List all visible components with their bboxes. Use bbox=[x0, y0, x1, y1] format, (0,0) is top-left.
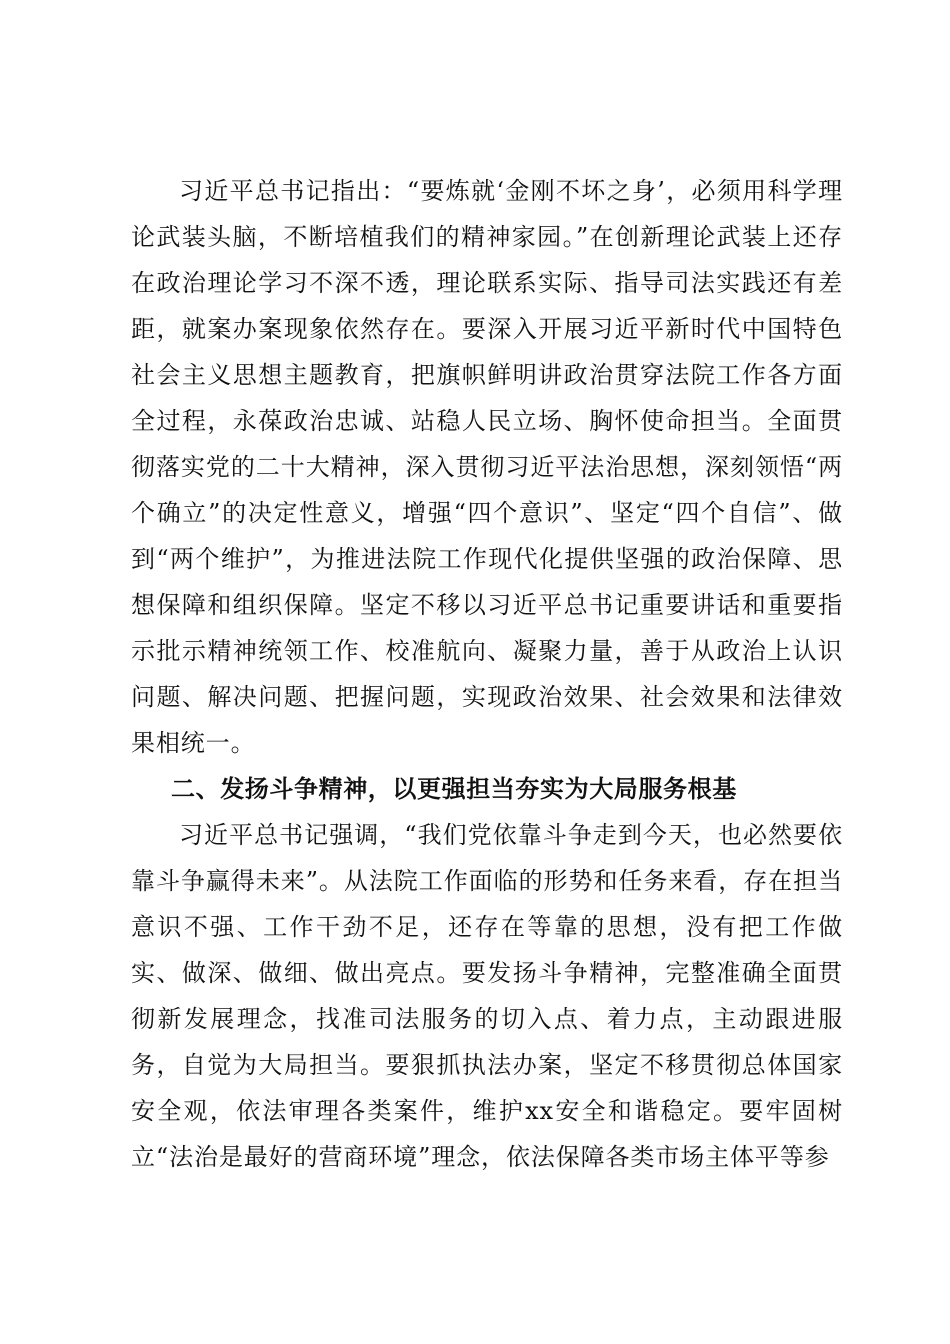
section-heading-2: 二、发扬斗争精神，以更强担当夯实为大局服务根基 bbox=[171, 775, 737, 803]
body-paragraph-2: 习近平总书记强调，“我们党依靠斗争走到今天，也必然要依靠斗争赢得未来”。从法院工作面临的形势和任务来看，存在担当意识不强、工作干劲不足，还存在等靠的思想，没有把工作做实、做深、做细、做出亮点。要发扬斗争精神，完整准确全面贯彻新发展理念，找准司法服务的切入点、着力点，主动跟进服务，自觉为大局担当。要狠抓执法办案，坚定不移贯彻总体国家安全观，依法审理各类案件，维护xx安全和谐稳定。要牢固树立“法治是最好的营商环境”理念，依法保障各类市场主体平等参 bbox=[131, 821, 843, 1171]
document-body bbox=[131, 168, 843, 1180]
body-paragraph-1: 习近平总书记指出：“要炼就‘金刚不坏之身’，必须用科学理论武装头脑，不断培植我们的精神家园。”在创新理论武装上还存在政治理论学习不深不透，理论联系实际、指导司法实践还有差距，就案办案现象依然存在。要深入开展习近平新时代中国特色社会主义思想主题教育，把旗帜鲜明讲政治贯穿法院工作各方面全过程，永葆政治忠诚、站稳人民立场、胸怀使命担当。全面贯彻落实党的二十大精神，深入贯彻习近平法治思想，深刻领悟“两个确立”的决定性意义，增强“四个意识”、坚定“四个自信”、做到“两个维护”，为推进法院工作现代化提供坚强的政治保障、思想保障和组织保障。坚定不移以习近平总书记重要讲话和重要指示批示精神统领工作、校准航向、凝聚力量，善于从政治上认识问题、解决问题、把握问题，实现政治效果、社会效果和法律效果相统一。 bbox=[131, 177, 843, 757]
